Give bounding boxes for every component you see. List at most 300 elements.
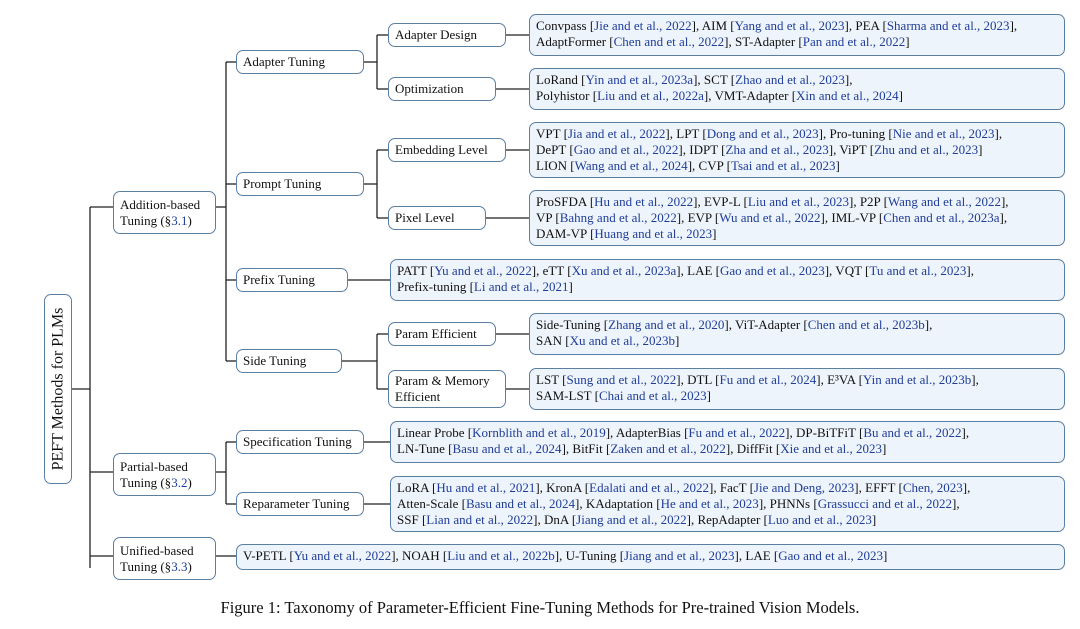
bracket-open: [ xyxy=(570,158,575,173)
bracket-close: ] xyxy=(1000,194,1006,209)
bracket-open: [ xyxy=(609,34,614,49)
method-name: , ViT-Adapter xyxy=(728,317,804,332)
bracket-close: ] xyxy=(971,372,976,387)
bracket-open: [ xyxy=(421,512,427,527)
bracket-close: ] xyxy=(678,142,683,157)
citation-link[interactable]: Li and et al., 2021 xyxy=(473,279,569,294)
citation-link[interactable]: Liu and et al., 2022a xyxy=(597,88,704,103)
node-addition-line2b: ) xyxy=(187,212,192,228)
method-name: , BitFit xyxy=(565,441,607,456)
method-name: , DP-BiTFiT xyxy=(789,425,859,440)
citation-link[interactable]: Chen and et al., 2023b xyxy=(807,317,925,332)
citation-link[interactable]: Grassucci and et al., 2022 xyxy=(817,496,953,511)
bracket-open: [ xyxy=(898,480,903,495)
bracket-close: ] xyxy=(724,34,729,49)
section-ref-3-2[interactable]: 3.2 xyxy=(171,474,188,490)
method-name: LoRand xyxy=(536,72,582,87)
bracket-close: ] xyxy=(709,480,714,495)
method-name: , xyxy=(1003,210,1008,225)
node-reparameter-tuning-label: Reparameter Tuning xyxy=(243,496,350,511)
method-name: , VQT xyxy=(829,263,866,278)
method-name: , KronA xyxy=(539,480,585,495)
leaf-optimization xyxy=(529,68,1065,110)
bracket-open: [ xyxy=(715,372,720,387)
bracket-open: [ xyxy=(813,496,818,511)
bracket-open: [ xyxy=(592,88,598,103)
citation-link[interactable]: Kornblith and et al., 2019 xyxy=(472,425,606,440)
method-name: Polyhistor xyxy=(536,88,593,103)
citation-link[interactable]: Yin and et al., 2023b xyxy=(862,372,972,387)
bracket-close: ] xyxy=(835,158,840,173)
citation-link[interactable]: Jiang and et al., 2023 xyxy=(624,548,735,563)
method-name: , ViPT xyxy=(833,142,870,157)
bracket-close: ] xyxy=(687,158,693,173)
bracket-close: ] xyxy=(691,18,696,33)
bracket-open: [ xyxy=(775,441,781,456)
bracket-open: [ xyxy=(702,126,707,141)
citation-link[interactable]: Basu and et al., 2024 xyxy=(465,496,576,511)
method-name: , U-Tuning xyxy=(559,548,620,563)
leaf-unified-based xyxy=(236,544,1065,570)
bracket-open: [ xyxy=(749,480,754,495)
bracket-open: [ xyxy=(858,425,864,440)
leaf-line xyxy=(536,158,1058,174)
method-name: , CVP xyxy=(692,158,727,173)
method-name: SAM-LST xyxy=(536,388,595,403)
citation-link[interactable]: Zha and et al., 2023 xyxy=(725,142,829,157)
node-unified-line2a: Tuning (§ xyxy=(120,558,172,574)
citation-link[interactable]: Wang and et al., 2024 xyxy=(574,158,688,173)
method-name: , P2P xyxy=(853,194,884,209)
leaf-param-efficient xyxy=(529,313,1065,355)
method-name: , AdapterBias xyxy=(610,425,685,440)
node-param-efficient-label: Param Efficient xyxy=(395,326,477,341)
bracket-open: [ xyxy=(562,372,567,387)
method-name: , Pro-tuning xyxy=(823,126,889,141)
bracket-open: [ xyxy=(565,333,570,348)
bracket-close: ] xyxy=(686,512,691,527)
method-name: LoRA xyxy=(397,480,433,495)
node-adapter-design xyxy=(388,23,506,47)
method-name: , xyxy=(929,317,933,332)
citation-link[interactable]: Yu and et al., 2022 xyxy=(293,548,392,563)
leaf-param-memory-efficient xyxy=(529,368,1065,410)
method-name: Prefix-tuning xyxy=(397,279,470,294)
bracket-close: ] xyxy=(693,72,698,87)
citation-link[interactable]: Nie and et al., 2023 xyxy=(892,126,995,141)
bracket-close: ] xyxy=(703,88,709,103)
citation-link[interactable]: Chen and et al., 2023a xyxy=(883,210,1000,225)
citation-link[interactable]: Hu and et al., 2021 xyxy=(436,480,536,495)
method-name: , IML-VP xyxy=(824,210,879,225)
node-param-memory-line2: Efficient xyxy=(395,389,441,404)
bracket-open: [ xyxy=(619,548,625,563)
bracket-close: ] xyxy=(854,480,859,495)
leaf-line xyxy=(397,441,1058,457)
bracket-close: ] xyxy=(816,372,821,387)
leaf-line xyxy=(536,317,1058,333)
leaf-line xyxy=(536,126,1058,142)
leaf-prefix-tuning xyxy=(390,259,1065,301)
node-unified-line2b: ) xyxy=(187,558,192,574)
node-optimization-label: Optimization xyxy=(395,81,464,96)
bracket-open: [ xyxy=(730,18,735,33)
node-param-memory-line1: Param & Memory xyxy=(395,373,490,388)
citation-link[interactable]: Edalati and et al., 2022 xyxy=(589,480,709,495)
leaf-line xyxy=(536,88,1058,104)
bracket-open: [ xyxy=(467,425,473,440)
citation-link[interactable]: Chen and et al., 2022 xyxy=(613,34,725,49)
node-pixel-level xyxy=(388,206,486,230)
node-side-tuning xyxy=(236,349,342,373)
node-partial-line2b: ) xyxy=(187,474,192,490)
bracket-close: ] xyxy=(966,263,971,278)
node-prompt-tuning xyxy=(236,172,364,196)
bracket-open: [ xyxy=(571,512,577,527)
leaf-reparameter-tuning xyxy=(390,476,1065,532)
bracket-close: ] xyxy=(1009,18,1014,33)
node-param-memory-efficient xyxy=(388,370,506,408)
bracket-close: ] xyxy=(706,388,711,403)
node-partial-line2a: Tuning (§ xyxy=(120,474,172,490)
bracket-close: ] xyxy=(962,480,968,495)
citation-link[interactable]: Zaken and et al., 2022 xyxy=(610,441,726,456)
section-ref-3-3[interactable]: 3.3 xyxy=(171,558,188,574)
citation-link[interactable]: Pan and et al., 2022 xyxy=(802,34,906,49)
bracket-close: ] xyxy=(724,317,729,332)
method-name: , xyxy=(970,263,975,278)
leaf-line xyxy=(536,18,1058,34)
method-name: , xyxy=(1005,194,1009,209)
bracket-open: [ xyxy=(469,279,474,294)
node-embedding-level xyxy=(388,138,506,162)
bracket-open: [ xyxy=(726,158,731,173)
bracket-close: ] xyxy=(905,34,910,49)
bracket-close: ] xyxy=(848,194,854,209)
bracket-close: ] xyxy=(844,72,850,87)
citation-link[interactable]: Tsai and et al., 2023 xyxy=(730,158,836,173)
section-ref-3-1[interactable]: 3.1 xyxy=(171,212,188,228)
bracket-open: [ xyxy=(888,126,893,141)
method-name: DePT xyxy=(536,142,570,157)
bracket-open: [ xyxy=(684,425,689,440)
node-reparameter-tuning xyxy=(236,492,364,516)
citation-link[interactable]: Huang and et al., 2023 xyxy=(594,226,713,241)
citation-link[interactable]: Chen, 2023 xyxy=(902,480,963,495)
bracket-close: ] xyxy=(818,126,823,141)
method-name: , PHNNs xyxy=(763,496,814,511)
bracket-close: ] xyxy=(924,317,930,332)
citation-link[interactable]: Lian and et al., 2022 xyxy=(426,512,534,527)
bracket-close: ] xyxy=(994,126,999,141)
citation-link[interactable]: Fu and et al., 2022 xyxy=(688,425,786,440)
citation-link[interactable]: Zhu and et al., 2023 xyxy=(874,142,979,157)
method-name: , ST-Adapter xyxy=(728,34,799,49)
root-node xyxy=(44,294,72,484)
bracket-open: [ xyxy=(563,126,568,141)
bracket-close: ] xyxy=(785,425,790,440)
leaf-adapter-design xyxy=(529,14,1065,56)
bracket-close: ] xyxy=(676,263,681,278)
leaf-line xyxy=(397,496,1058,512)
bracket-close: ] xyxy=(531,263,537,278)
bracket-open: [ xyxy=(448,441,453,456)
leaf-line xyxy=(536,388,1058,404)
bracket-open: [ xyxy=(567,263,572,278)
leaf-line xyxy=(536,194,1058,210)
method-name: , DnA xyxy=(537,512,572,527)
bracket-close: ] xyxy=(824,263,830,278)
citation-link[interactable]: Jie and et al., 2022 xyxy=(594,18,692,33)
bracket-close: ] xyxy=(961,425,966,440)
method-name: , DiffFit xyxy=(730,441,776,456)
citation-link[interactable]: Sung and et al., 2022 xyxy=(566,372,677,387)
citation-link[interactable]: Yu and et al., 2022 xyxy=(434,263,532,278)
citation-link[interactable]: He and et al., 2023 xyxy=(660,496,759,511)
citation-link[interactable]: Xu and et al., 2023b xyxy=(569,333,676,348)
method-name: , AIM xyxy=(695,18,731,33)
bracket-close: ] xyxy=(693,194,698,209)
bracket-close: ] xyxy=(978,142,983,157)
citation-link[interactable]: Wu and et al., 2022 xyxy=(719,210,821,225)
method-name: , xyxy=(998,126,1003,141)
bracket-open: [ xyxy=(603,317,609,332)
node-adapter-tuning-label: Adapter Tuning xyxy=(243,54,325,69)
bracket-open: [ xyxy=(730,72,736,87)
method-name: , xyxy=(956,496,960,511)
node-partial-line1: Partial-based xyxy=(120,458,188,474)
method-name: , EVP-L xyxy=(697,194,744,209)
citation-link[interactable]: Chai and et al., 2023 xyxy=(598,388,707,403)
leaf-line xyxy=(397,263,1058,279)
method-name: , xyxy=(965,425,970,440)
leaf-specification-tuning xyxy=(390,421,1065,463)
leaf-embedding-level xyxy=(529,122,1065,178)
bracket-close: ] xyxy=(758,496,764,511)
node-unified-line1: Unified-based xyxy=(120,542,194,558)
bracket-close: ] xyxy=(561,441,566,456)
method-name: , FacT xyxy=(713,480,750,495)
method-name: , RepAdapter xyxy=(690,512,764,527)
bracket-open: [ xyxy=(798,34,803,49)
leaf-line xyxy=(536,142,1058,158)
bracket-open: [ xyxy=(803,317,808,332)
bracket-open: [ xyxy=(442,548,448,563)
bracket-close: ] xyxy=(675,333,680,348)
method-name: , DTL xyxy=(680,372,716,387)
citation-link[interactable]: Yang and et al., 2023 xyxy=(734,18,845,33)
bracket-open: [ xyxy=(882,18,887,33)
bracket-open: [ xyxy=(878,210,884,225)
node-partial-based xyxy=(113,453,216,496)
citation-link[interactable]: Xu and et al., 2023a xyxy=(571,263,677,278)
bracket-close: ] xyxy=(712,226,717,241)
bracket-open: [ xyxy=(656,496,661,511)
node-specification-tuning-label: Specification Tuning xyxy=(243,434,352,449)
bracket-open: [ xyxy=(721,142,726,157)
node-prefix-tuning-label: Prefix Tuning xyxy=(243,272,315,287)
bracket-open: [ xyxy=(289,548,294,563)
bracket-open: [ xyxy=(581,72,586,87)
leaf-pixel-level xyxy=(529,190,1065,246)
node-prompt-tuning-label: Prompt Tuning xyxy=(243,176,322,191)
bracket-close: ] xyxy=(605,425,611,440)
leaf-line xyxy=(536,333,1058,349)
bracket-close: ] xyxy=(734,548,739,563)
method-name: LION xyxy=(536,158,571,173)
method-name: SAN xyxy=(536,333,566,348)
bracket-open: [ xyxy=(743,194,748,209)
citation-link[interactable]: Gao and et al., 2023 xyxy=(778,548,883,563)
bracket-close: ] xyxy=(575,496,580,511)
method-name: Side-Tuning xyxy=(536,317,604,332)
method-name: , VMT-Adapter xyxy=(708,88,792,103)
citation-link[interactable]: Jie and Deng, 2023 xyxy=(753,480,855,495)
method-name: , EFFT xyxy=(858,480,899,495)
citation-link[interactable]: Dong and et al., 2023 xyxy=(706,126,819,141)
citation-link[interactable]: Bu and et al., 2022 xyxy=(863,425,962,440)
citation-link[interactable]: Jiang and et al., 2022 xyxy=(576,512,687,527)
bracket-open: [ xyxy=(429,263,435,278)
node-adapter-design-label: Adapter Design xyxy=(395,27,477,42)
citation-link[interactable]: Zhang and et al., 2020 xyxy=(608,317,725,332)
bracket-open: [ xyxy=(432,480,437,495)
leaf-line xyxy=(536,226,1058,242)
method-name: , EVP xyxy=(681,210,715,225)
node-addition-line1: Addition-based xyxy=(120,196,201,212)
leaf-line xyxy=(536,72,1058,88)
leaf-line xyxy=(243,548,1058,564)
bracket-open: [ xyxy=(606,441,611,456)
bracket-close: ] xyxy=(871,512,877,527)
node-optimization xyxy=(388,77,496,101)
citation-link[interactable]: Jia and et al., 2022 xyxy=(567,126,666,141)
method-name: , LPT xyxy=(669,126,703,141)
node-param-efficient xyxy=(388,322,496,346)
bracket-open: [ xyxy=(590,226,595,241)
node-specification-tuning xyxy=(236,430,364,454)
node-addition-based xyxy=(113,191,216,234)
bracket-close: ] xyxy=(391,548,396,563)
citation-link[interactable]: Tu and et al., 2023 xyxy=(869,263,967,278)
bracket-open: [ xyxy=(589,194,595,209)
bracket-open: [ xyxy=(791,88,797,103)
citation-link[interactable]: Xin and et al., 2024 xyxy=(796,88,899,103)
bracket-open: [ xyxy=(763,512,768,527)
method-name: V-PETL xyxy=(243,548,290,563)
method-name: PATT xyxy=(397,263,430,278)
method-name: , SCT xyxy=(697,72,731,87)
method-name: , PEA xyxy=(848,18,883,33)
leaf-line xyxy=(536,372,1058,388)
citation-link[interactable]: Yin and et al., 2023a xyxy=(585,72,694,87)
bracket-close: ] xyxy=(820,210,825,225)
figure-caption: Figure 1: Taxonomy of Parameter-Efficient Fine-Tuning Methods for Pre-trained Vision Models. xyxy=(220,598,860,617)
node-prefix-tuning xyxy=(236,268,348,292)
method-name: DAM-VP xyxy=(536,226,591,241)
bracket-open: [ xyxy=(869,142,875,157)
citation-link[interactable]: Gao and et al., 2022 xyxy=(573,142,679,157)
citation-link[interactable]: Liu and et al., 2022b xyxy=(447,548,555,563)
method-name: , xyxy=(1013,18,1018,33)
method-name: , KAdaptation xyxy=(579,496,657,511)
method-name: , xyxy=(975,372,979,387)
citation-link[interactable]: Bahng and et al., 2022 xyxy=(559,210,677,225)
node-unified-based xyxy=(113,537,216,580)
bracket-close: ] xyxy=(533,512,538,527)
leaf-line xyxy=(397,512,1058,528)
method-name: , LAE xyxy=(738,548,774,563)
citation-link[interactable]: Xie and et al., 2023 xyxy=(780,441,883,456)
method-name: , xyxy=(967,480,971,495)
bracket-close: ] xyxy=(952,496,957,511)
bracket-open: [ xyxy=(584,480,590,495)
bracket-close: ] xyxy=(898,88,903,103)
method-name: Convpass xyxy=(536,18,590,33)
leaf-line xyxy=(536,210,1058,226)
method-name: , xyxy=(849,72,853,87)
citation-link[interactable]: Hu and et al., 2022 xyxy=(594,194,694,209)
bracket-open: [ xyxy=(858,372,863,387)
method-name: , E³VA xyxy=(820,372,859,387)
bracket-open: [ xyxy=(715,263,720,278)
citation-link[interactable]: Basu and et al., 2024 xyxy=(452,441,562,456)
bracket-close: ] xyxy=(828,142,834,157)
node-pixel-level-label: Pixel Level xyxy=(395,210,455,225)
method-name: , eTT xyxy=(536,263,568,278)
bracket-close: ] xyxy=(725,441,731,456)
bracket-open: [ xyxy=(714,210,720,225)
bracket-close: ] xyxy=(568,279,573,294)
citation-link[interactable]: Zhao and et al., 2023 xyxy=(735,72,845,87)
method-name: VP xyxy=(536,210,556,225)
method-name: Atten-Scale xyxy=(397,496,462,511)
method-name: LST xyxy=(536,372,563,387)
method-name: AdaptFormer xyxy=(536,34,610,49)
citation-link[interactable]: Sharma and et al., 2023 xyxy=(886,18,1010,33)
citation-link[interactable]: Luo and et al., 2023 xyxy=(767,512,872,527)
method-name: , LAE xyxy=(680,263,716,278)
method-name: VPT xyxy=(536,126,564,141)
bracket-open: [ xyxy=(461,496,466,511)
bracket-close: ] xyxy=(844,18,849,33)
citation-link[interactable]: Fu and et al., 2024 xyxy=(719,372,817,387)
bracket-open: [ xyxy=(589,18,595,33)
method-name: , IDPT xyxy=(682,142,722,157)
citation-link[interactable]: Gao and et al., 2023 xyxy=(720,263,825,278)
node-embedding-level-label: Embedding Level xyxy=(395,142,488,157)
leaf-line xyxy=(397,480,1058,496)
root-label: PEFT Methods for PLMs xyxy=(49,307,66,471)
citation-link[interactable]: Wang and et al., 2022 xyxy=(887,194,1001,209)
bracket-open: [ xyxy=(594,388,599,403)
leaf-line xyxy=(397,425,1058,441)
bracket-close: ] xyxy=(554,548,560,563)
method-name: ProSFDA xyxy=(536,194,590,209)
method-name: , NOAH xyxy=(395,548,443,563)
node-addition-line2a: Tuning (§ xyxy=(120,212,172,228)
citation-link[interactable]: Liu and et al., 2023 xyxy=(747,194,849,209)
bracket-close: ] xyxy=(999,210,1004,225)
node-adapter-tuning xyxy=(236,50,364,74)
leaf-line xyxy=(536,34,1058,50)
method-name: LN-Tune xyxy=(397,441,449,456)
method-name: Linear Probe xyxy=(397,425,468,440)
bracket-close: ] xyxy=(882,548,888,563)
bracket-close: ] xyxy=(665,126,670,141)
method-name: SSF xyxy=(397,512,422,527)
bracket-open: [ xyxy=(865,263,870,278)
